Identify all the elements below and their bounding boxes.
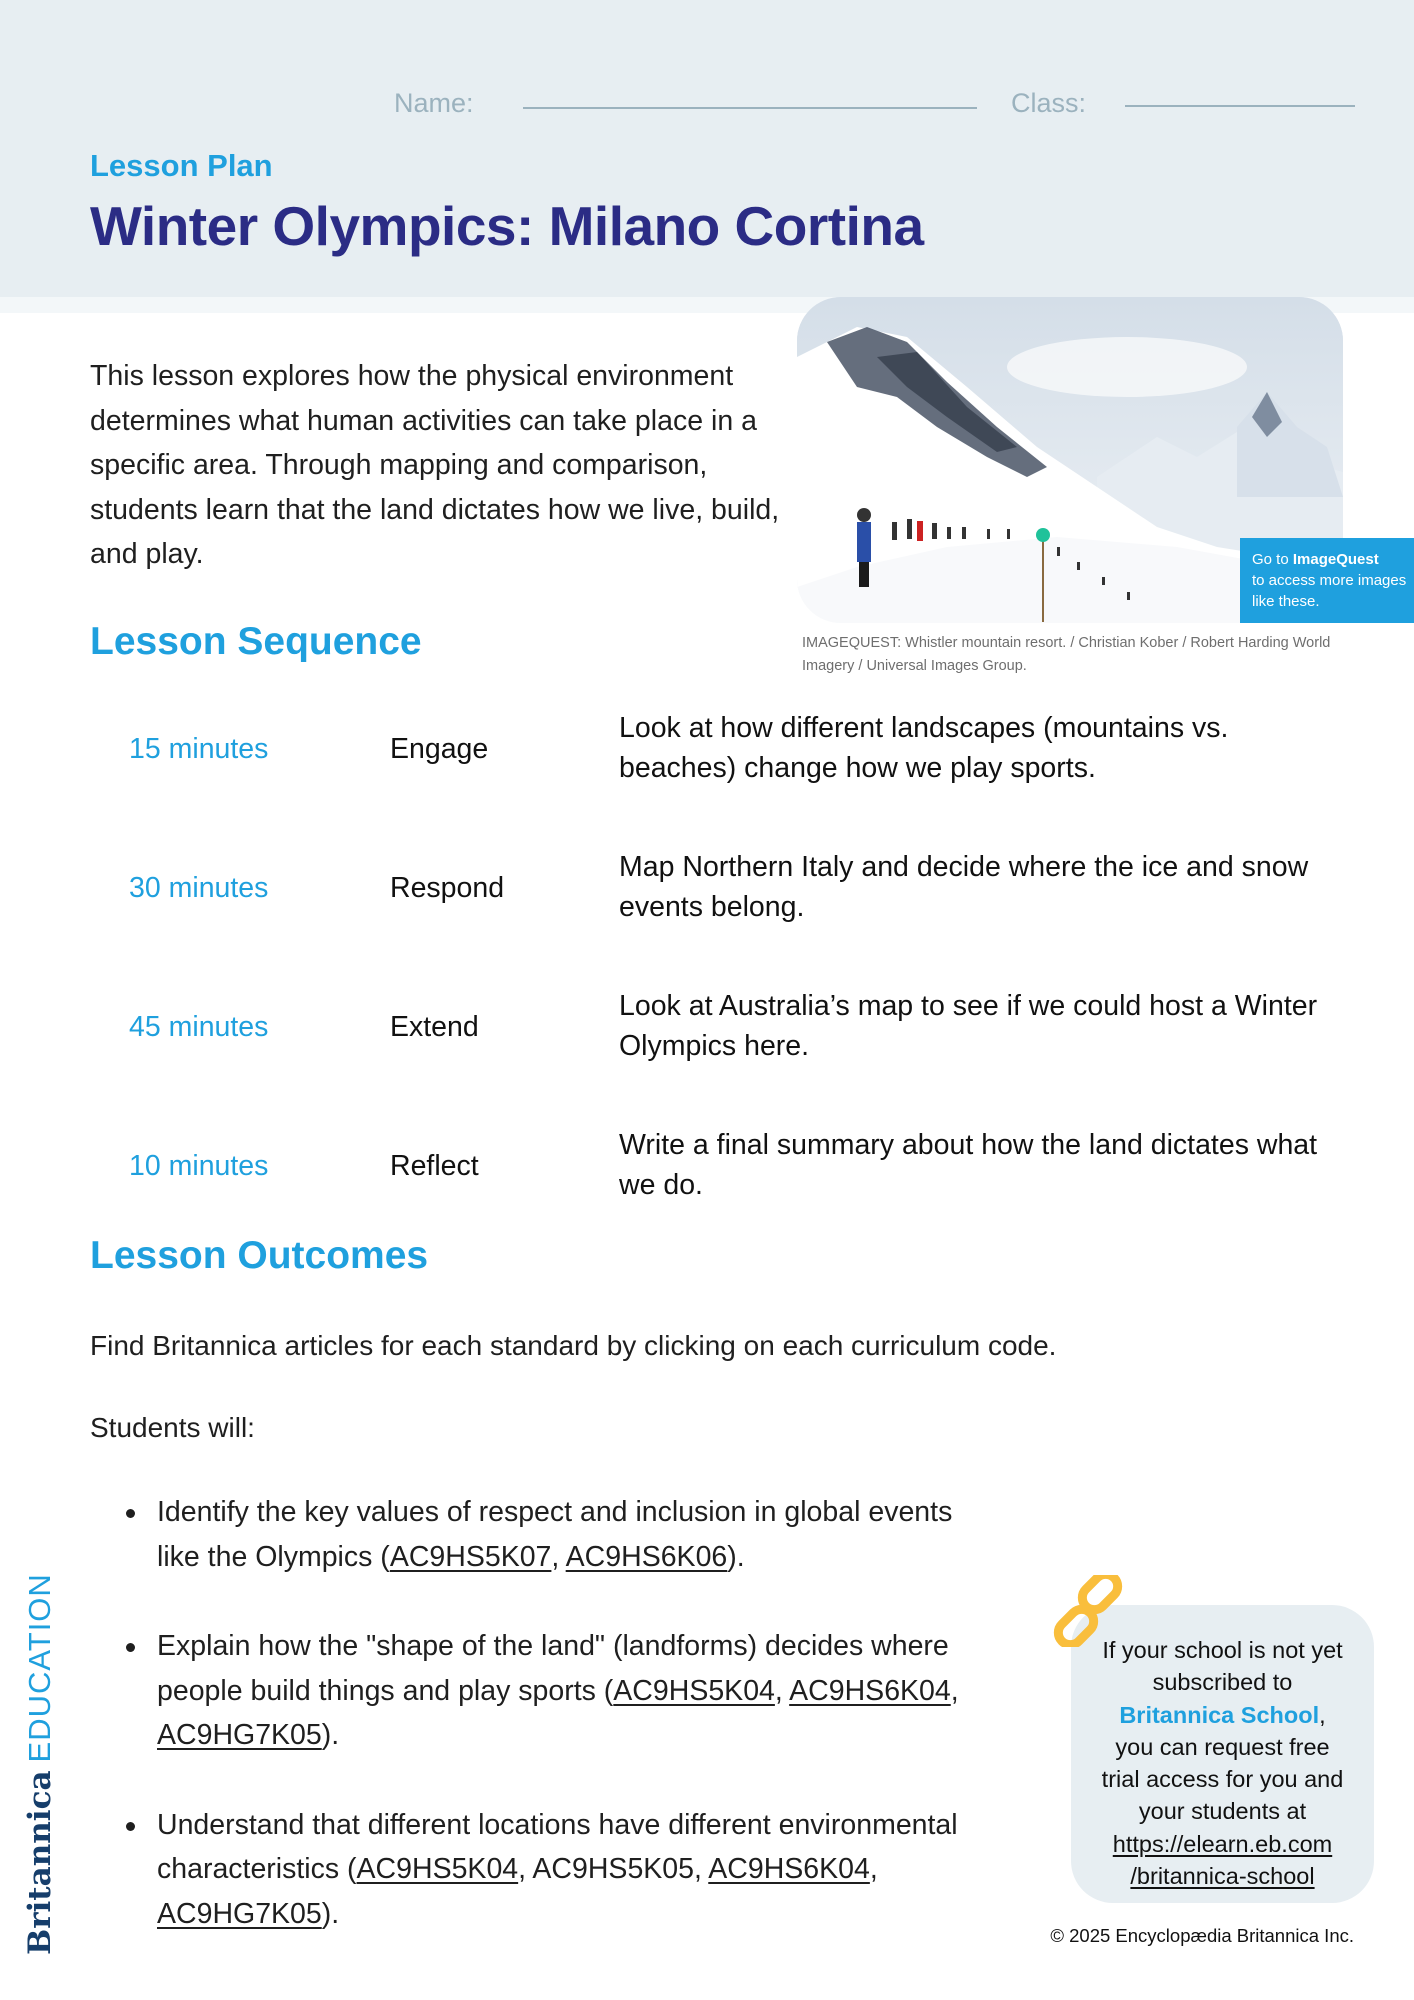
outcome-end: ). — [321, 1719, 340, 1751]
outcome-text: Explain how the "shape of the land" (landforms) decides where people build things and play sports ( — [157, 1630, 949, 1707]
name-field[interactable] — [523, 107, 977, 109]
imagequest-prefix: Go to — [1252, 551, 1293, 568]
outcome-item: Explain how the "shape of the land" (landforms) decides where people build things and play sports (AC9HS5K04, AC9HS6K04, AC9HG7K05). — [90, 1624, 990, 1758]
bullet-icon — [126, 1509, 135, 1518]
sequence-time: 10 minutes — [129, 1150, 269, 1182]
curriculum-instructions: Find Britannica articles for each standard by clicking on each curriculum code. — [90, 1330, 1057, 1361]
lesson-outcomes-heading: Lesson Outcomes — [90, 1234, 429, 1277]
curriculum-code-link[interactable]: AC9HS6K04 — [789, 1674, 951, 1707]
image-caption: IMAGEQUEST: Whistler mountain resort. / Christian Kober / Robert Harding World Imagery / Universal Images Group. — [802, 635, 1331, 674]
curriculum-code-link[interactable]: AC9HS5K04 — [356, 1853, 519, 1885]
imagequest-suffix: to access more images like these. — [1252, 572, 1407, 610]
curriculum-code-link[interactable]: AC9HS5K04 — [613, 1674, 775, 1707]
imagequest-link[interactable] — [1240, 538, 1414, 623]
bullet-icon — [126, 1643, 135, 1652]
sequence-description: Look at how different landscapes (mountains vs. beaches) change how we play sports. — [619, 712, 1229, 784]
curriculum-code-link[interactable]: AC9HS6K06 — [565, 1540, 728, 1573]
sequence-phase: Engage — [390, 733, 489, 765]
subscription-text: If your school is not yet subscribed to — [1102, 1637, 1343, 1696]
sequence-phase: Reflect — [390, 1150, 479, 1182]
intro-paragraph: This lesson explores how the physical environment determines what human activities can take place in a specific area. Through mapping and comparison, students learn that the land dictates how we live, build, and play. — [90, 360, 780, 571]
subscription-callout: If your school is not yet subscribed to Britannica School, you can request free trial access for you and your students at https://elearn.eb.com /britannica-school — [1071, 1605, 1374, 1903]
britannica-school-brand: Britannica School — [1119, 1701, 1320, 1728]
sequence-phase: Respond — [390, 872, 505, 904]
url-part-2: /britannica-school — [1130, 1863, 1315, 1890]
sequence-description: Look at Australia’s map to see if we could host a Winter Olympics here. — [619, 990, 1318, 1062]
sequence-phase: Extend — [390, 1011, 479, 1043]
outcome-end: ). — [727, 1540, 745, 1573]
curriculum-code-link[interactable]: AC9HS5K07 — [389, 1540, 552, 1573]
lesson-sequence-heading: Lesson Sequence — [90, 620, 422, 663]
outcome-text: Understand that different locations have different environmental characteristics ( — [157, 1808, 958, 1885]
link-chain-icon — [1050, 1575, 1126, 1647]
outcome-item: Identify the key values of respect and inclusion in global events like the Olympics (AC9HS5K07, AC9HS6K06). — [90, 1490, 990, 1579]
logo-brand: Britannica — [22, 1770, 58, 1955]
document-type-label: Lesson Plan — [90, 148, 273, 183]
curriculum-code-link[interactable]: AC9HG7K05 — [157, 1719, 322, 1751]
outcome-item: Understand that different locations have different environmental characteristics (AC9HS5K04, AC9HS5K05, AC9HS6K04, AC9HG7K05). — [90, 1803, 990, 1937]
bullet-icon — [126, 1822, 135, 1831]
sequence-description: Write a final summary about how the land dictates what we do. — [619, 1129, 1318, 1201]
outcome-text: Identify the key values of respect and inclusion in global events like the Olympics ( — [157, 1496, 953, 1573]
outcome-end: ). — [321, 1897, 340, 1930]
class-field[interactable] — [1125, 105, 1355, 107]
url-part-1: https://elearn.eb.com — [1112, 1830, 1333, 1857]
curriculum-code-link[interactable]: AC9HS6K04 — [708, 1853, 870, 1885]
logo-sub: EDUCATION — [22, 1573, 57, 1763]
curriculum-code-link[interactable]: AC9HG7K05 — [157, 1897, 322, 1930]
sequence-description: Map Northern Italy and decide where the ice and snow events belong. — [619, 851, 1309, 923]
imagequest-brand: ImageQuest — [1292, 551, 1379, 568]
sequence-time: 15 minutes — [129, 733, 269, 765]
curriculum-code: AC9HS5K05 — [532, 1853, 694, 1885]
class-label: Class: — [1011, 88, 1087, 118]
outcomes-list — [90, 1490, 990, 1981]
subscription-url-link[interactable] — [1071, 1828, 1374, 1893]
copyright-notice: © 2025 Encyclopædia Britannica Inc. — [1050, 1925, 1354, 1946]
name-label: Name: — [394, 88, 474, 118]
subscription-text-2: you can request free trial access for you and your students at — [1101, 1733, 1344, 1825]
sequence-time: 45 minutes — [129, 1011, 269, 1043]
page-title: Winter Olympics: Milano Cortina — [90, 195, 924, 257]
sequence-time: 30 minutes — [129, 872, 269, 904]
students-will-label: Students will: — [90, 1412, 255, 1443]
britannica-education-logo — [22, 1573, 58, 1955]
